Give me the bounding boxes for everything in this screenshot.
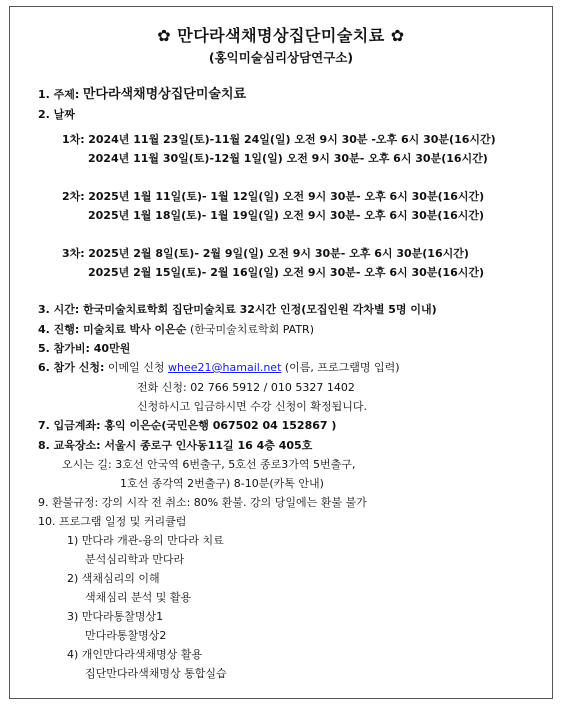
curriculum-3-title: 3) 만다라통찰명상1 xyxy=(67,610,164,623)
registration-confirm-note: 신청하시고 입금하시면 수강 신청이 확정됩니다. xyxy=(137,400,368,413)
session-1-line-1 xyxy=(62,133,496,147)
item-registration-label: 6. 참가 신청: xyxy=(38,361,105,374)
location-directions-1: 오시는 길: 3호선 안국역 6번출구, 5호선 종로3가역 5번출구, xyxy=(62,458,356,471)
item-instructor-affiliation: (한국미술치료학회 PATR) xyxy=(189,323,314,336)
curriculum-4-detail: 집단만다라색채명상 통합실습 xyxy=(85,667,227,680)
session-2-label: 2차: xyxy=(62,190,85,203)
session-1-label: 1차: xyxy=(62,133,85,146)
item-registration-email-text: 이메일 신청 xyxy=(107,361,165,374)
item-bank-account: 7. 입금계좌: 홍익 이은순(국민은행 067502 04 152867 ) xyxy=(38,419,337,432)
curriculum-1-title: 1) 만다라 개관-융의 만다라 치료 xyxy=(67,534,224,547)
item-instructor xyxy=(38,323,314,337)
curriculum-4-title: 4) 개인만다라색채명상 활용 xyxy=(67,648,203,661)
session-3-line-1 xyxy=(62,247,469,261)
item-registration xyxy=(38,361,400,375)
item-dates-label: 2. 날짜 xyxy=(38,108,75,121)
page-subtitle: (홍익미술심리상담연구소) xyxy=(208,50,354,65)
curriculum-3-detail: 만다라통찰명상2 xyxy=(85,629,167,642)
item-topic-value: 만다라색채명상집단미술치료 xyxy=(82,87,247,102)
session-3-label: 3차: xyxy=(62,247,85,260)
session-2-line-1 xyxy=(62,190,484,204)
document-frame xyxy=(9,6,553,699)
item-curriculum-heading: 10. 프로그램 일정 및 커리큘럼 xyxy=(38,515,187,528)
curriculum-2-title: 2) 색채심리의 이해 xyxy=(67,572,160,585)
item-hours: 3. 시간: 한국미술치료학회 집단미술치료 32시간 인정(모집인원 각차별 5명 이내) xyxy=(38,303,437,316)
curriculum-2-detail: 색채심리 분석 및 활용 xyxy=(85,591,192,604)
session-2-date-1: 2025년 1월 11일(토)- 1월 12일(일) 오전 9시 30분- 오후 6시 30분(16시간) xyxy=(88,190,485,203)
location-directions-2: 1호선 종각역 2번출구) 8-10분(카톡 안내) xyxy=(120,477,324,490)
session-1-date-2: 2024년 11월 30일(토)-12월 1일(일) 오전 9시 30분- 오후 6시 30분(16시간) xyxy=(88,152,488,165)
item-location: 8. 교육장소: 서울시 종로구 인사동11길 16 4층 405호 xyxy=(38,439,313,452)
item-fee: 5. 참가비: 40만원 xyxy=(38,342,131,355)
item-topic-label: 1. 주제: xyxy=(38,88,80,101)
session-1-date-1: 2024년 11월 23일(토)-11월 24일(일) 오전 9시 30분 -오후 6시 30분(16시간) xyxy=(88,133,496,146)
registration-email-link[interactable]: whee21@hamail.net xyxy=(168,361,282,374)
item-topic xyxy=(38,88,246,102)
item-refund-policy: 9. 환불규정: 강의 시작 전 취소: 80% 환불. 강의 당일에는 환불 불가 xyxy=(38,496,367,509)
session-2-date-2: 2025년 1월 18일(토)- 1월 19일(일) 오전 9시 30분- 오후 6시 30분(16시간) xyxy=(88,209,484,222)
item-instructor-main: 4. 진행: 미술치료 박사 이은순 xyxy=(38,323,187,336)
page-title: ✿ 만다라색채명상집단미술치료 ✿ xyxy=(157,26,405,45)
item-registration-note: (이름, 프로그램명 입력) xyxy=(284,361,400,374)
curriculum-1-detail: 분석심리학과 만다라 xyxy=(85,553,185,566)
session-3-date-2: 2025년 2월 15일(토)- 2월 16일(일) 오전 9시 30분- 오후 6시 30분(16시간) xyxy=(88,266,484,279)
registration-phone: 전화 신청: 02 766 5912 / 010 5327 1402 xyxy=(137,381,355,394)
session-3-date-1: 2025년 2월 8일(토)- 2월 9일(일) 오전 9시 30분- 오후 6시 30분(16시간) xyxy=(88,247,469,260)
